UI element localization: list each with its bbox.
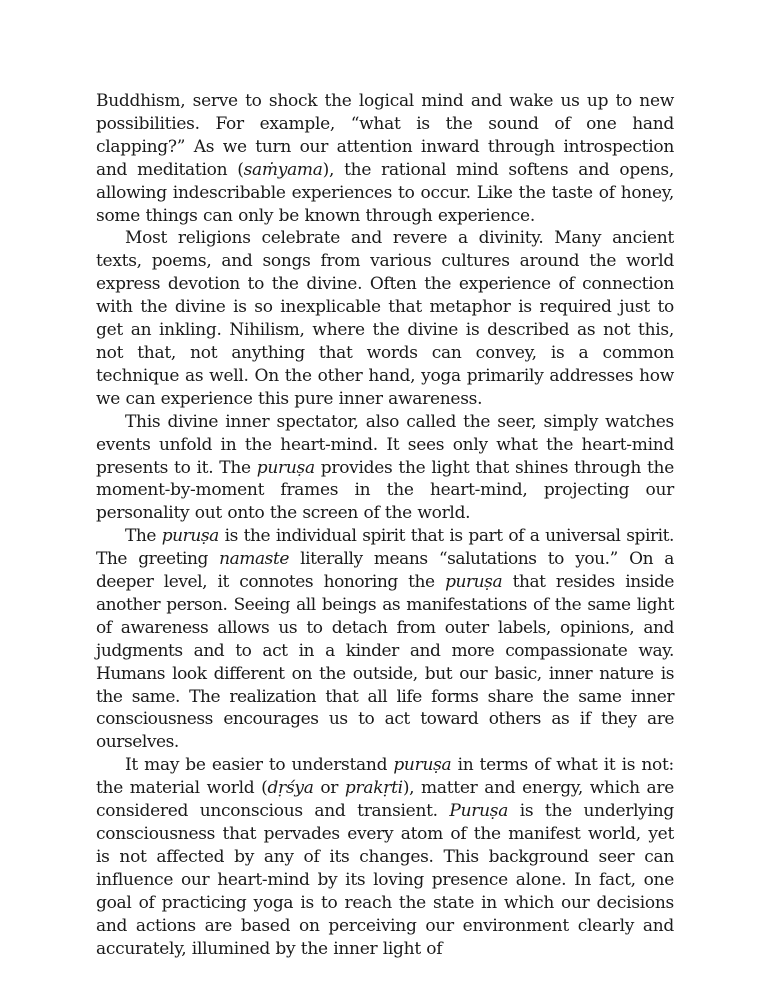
paragraph-text: Buddhism, serve to shock the logical mind and wake us up to new possibilities. For example, “what is the sound of one hand clapping?” As we turn our attention inward through introspection and meditation ( xyxy=(96,91,674,180)
term-purusa: puruṣa xyxy=(393,755,452,776)
paragraph-text: provides the light that shines through the moment-by-moment frames in the heart-mind, projecting our personality out onto the screen of the world. xyxy=(96,457,674,524)
paragraph-text: is the underlying consciousness that pervades every atom of the manifest world, yet is not affected by any of its changes. This background seer can influence our heart-mind by its loving presence alone. In fact, one goal of practicing yoga is to reach the state in which our decisions and actions are based on perceiving our environment clearly and accurately, illumined by the inner light of xyxy=(96,801,674,959)
paragraph-text: Most religions celebrate and revere a divinity. Many ancient texts, poems, and songs from various cultures around the world express devotion to the divine. Often the experience of connection with the divine is so inexplicable that metaphor is required just to get an inkling. Nihilism, where the divine is described as not this, not that, not anything that words can convey, is a common technique as well. On the other hand, yoga primarily addresses how we can experience this pure inner awareness. xyxy=(96,228,674,409)
paragraph-material-world xyxy=(96,754,674,960)
term-prakrti: prakṛti xyxy=(344,778,403,799)
paragraph-religions xyxy=(96,227,674,410)
paragraph-text: literally means “salutations to you.” On a deeper level, it connotes honoring the xyxy=(96,549,674,593)
paragraph-text: The xyxy=(125,526,162,547)
paragraph-inner-spectator xyxy=(96,411,674,526)
book-page-body xyxy=(96,90,674,960)
paragraph-text: in terms of what it is not: the material world ( xyxy=(96,755,674,799)
term-namaste: namaste xyxy=(219,549,289,570)
paragraph-individual-spirit xyxy=(96,525,674,754)
paragraph-text: or xyxy=(313,778,345,799)
paragraph-text: is the individual spirit that is part of a universal spirit. The greeting xyxy=(96,526,674,570)
paragraph-text: ), matter and energy, which are considered unconscious and transient. xyxy=(96,778,674,822)
paragraph-text: that resides inside another person. Seeing all beings as manifestations of the same light of awareness allows us to detach from outer labels, opinions, and judgments and to act in a kinder and more compassionate way. Humans look different on the outside, but our basic, inner nature is the same. The realization that all life forms share the same inner consciousness encourages us to act toward others as if they are ourselves. xyxy=(96,572,674,753)
term-drsya: dṛśya xyxy=(267,778,314,799)
paragraph-buddhism xyxy=(96,90,674,227)
term-purusa: puruṣa xyxy=(445,572,503,593)
paragraph-text: ), the rational mind softens and opens, allowing indescribable experiences to occur. Like the taste of honey, some things can only be known through experience. xyxy=(96,159,674,226)
term-purusa-capitalized: Puruṣa xyxy=(449,801,509,822)
paragraph-text: It may be easier to understand xyxy=(125,755,394,776)
term-purusa: puruṣa xyxy=(256,457,315,478)
paragraph-text: This divine inner spectator, also called the seer, simply watches events unfold in the heart-mind. It sees only what the heart-mind presents to it. The xyxy=(96,411,674,478)
term-samyama: saṁyama xyxy=(243,159,323,180)
term-purusa: puruṣa xyxy=(161,526,219,547)
